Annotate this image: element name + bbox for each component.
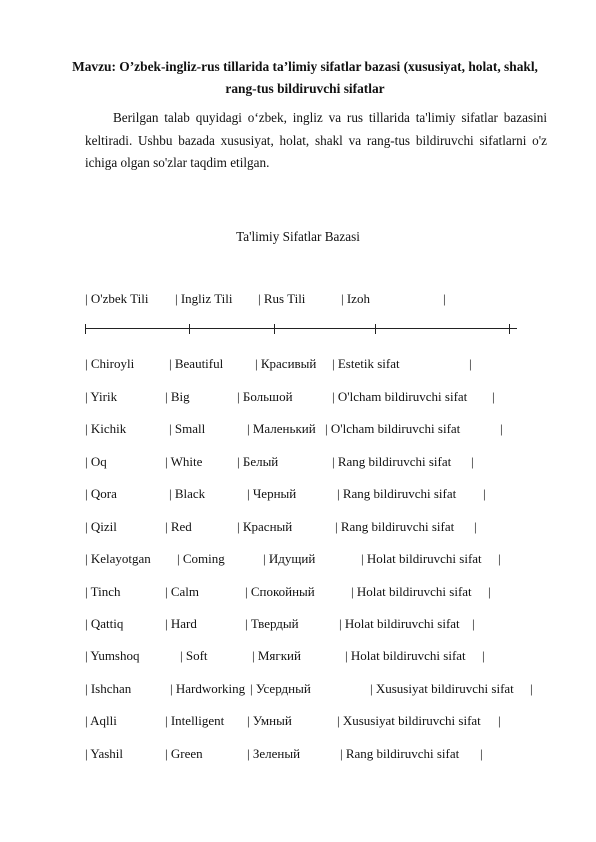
cell-end: | [480,746,483,761]
cell-end: | [483,486,486,501]
separator-tick [85,324,86,334]
header-english: | Ingliz Tili [175,291,233,306]
cell-note: | Estetik sifat [332,356,400,371]
cell-note: | Rang bildiruvchi sifat [332,454,452,469]
cell-note: | Rang bildiruvchi sifat [337,486,457,501]
cell-end: | [482,648,485,663]
cell-uzbek: | Kelayotgan [85,551,151,566]
cell-english: | Red [165,519,192,534]
cell-uzbek: | Oq [85,454,107,469]
intro-text: Berilgan talab quyidagi o‘zbek, ingliz va rus tillarida ta'limiy sifatlar bazasini keltiradi. Ushbu bazada xususiyat, holat, shakl va rang-tus bildiruvchi sifatlarni o'z ichiga olgan so'zlar taqdim etilgan. [85,110,547,170]
cell-uzbek: | Ishchan [85,681,132,696]
cell-end: | [530,681,533,696]
cell-uzbek: | Yashil [85,746,124,761]
cell-english: | Big [165,389,190,404]
cell-uzbek: | Yirik [85,389,118,404]
cell-russian: | Красный [237,519,293,534]
cell-english: | Green [165,746,203,761]
cell-russian: | Черный [247,486,297,501]
table-separator [85,324,517,340]
cell-english: | Soft [180,648,208,663]
cell-russian: | Белый [237,454,279,469]
cell-uzbek: | Tinch [85,584,121,599]
header-russian: | Rus Tili [258,291,306,306]
cell-end: | [472,616,475,631]
cell-russian: | Мягкий [252,648,301,663]
cell-russian: | Усердный [250,681,311,696]
cell-end: | [474,519,477,534]
cell-english: | Beautiful [169,356,224,371]
cell-end: | [488,584,491,599]
cell-russian: | Умный [247,713,292,728]
cell-english: | Hard [165,616,197,631]
header-note: | Izoh [341,291,370,306]
separator-tick [509,324,510,334]
cell-english: | Small [169,421,206,436]
separator-line [85,328,517,329]
document-title: Mavzu: O’zbek-ingliz-rus tillarida ta’limiy sifatlar bazasi (xususiyat, holat, shakl, rang-tus bildiruvchi sifatlar [72,59,538,96]
separator-tick [274,324,275,334]
cell-note: | Holat bildiruvchi sifat [351,584,472,599]
table-title: Ta'limiy Sifatlar Bazasi [236,229,360,244]
separator-tick [375,324,376,334]
cell-uzbek: | Aqlli [85,713,117,728]
cell-uzbek: | Qora [85,486,117,501]
cell-russian: | Красивый [255,356,317,371]
cell-end: | [471,454,474,469]
cell-russian: | Зеленый [247,746,301,761]
cell-russian: | Большой [237,389,293,404]
cell-note: | Xususiyat bildiruvchi sifat [337,713,481,728]
cell-russian: | Спокойный [245,584,315,599]
cell-russian: | Маленький [247,421,316,436]
cell-note: | Holat bildiruvchi sifat [361,551,482,566]
cell-uzbek: | Kichik [85,421,127,436]
cell-english: | Intelligent [165,713,225,728]
cell-note: | Xususiyat bildiruvchi sifat [370,681,514,696]
cell-end: | [469,356,472,371]
cell-uzbek: | Yumshoq [85,648,140,663]
header-uzbek: | O'zbek Tili [85,291,149,306]
cell-end: | [498,551,501,566]
cell-end: | [492,389,495,404]
cell-english: | Coming [177,551,225,566]
cell-english: | Hardworking [170,681,246,696]
cell-english: | Black [169,486,206,501]
cell-english: | White [165,454,203,469]
cell-note: | O'lcham bildiruvchi sifat [332,389,468,404]
cell-note: | Rang bildiruvchi sifat [335,519,455,534]
intro-paragraph [85,107,547,175]
cell-note: | Holat bildiruvchi sifat [339,616,460,631]
cell-end: | [500,421,503,436]
cell-english: | Calm [165,584,200,599]
separator-tick [189,324,190,334]
cell-russian: | Твердый [245,616,299,631]
cell-uzbek: | Qattiq [85,616,124,631]
cell-end: | [498,713,501,728]
cell-note: | Holat bildiruvchi sifat [345,648,466,663]
cell-note: | O'lcham bildiruvchi sifat [325,421,461,436]
cell-russian: | Идущий [263,551,316,566]
cell-uzbek: | Chiroyli [85,356,135,371]
cell-uzbek: | Qizil [85,519,117,534]
cell-note: | Rang bildiruvchi sifat [340,746,460,761]
header-end: | [443,291,446,306]
